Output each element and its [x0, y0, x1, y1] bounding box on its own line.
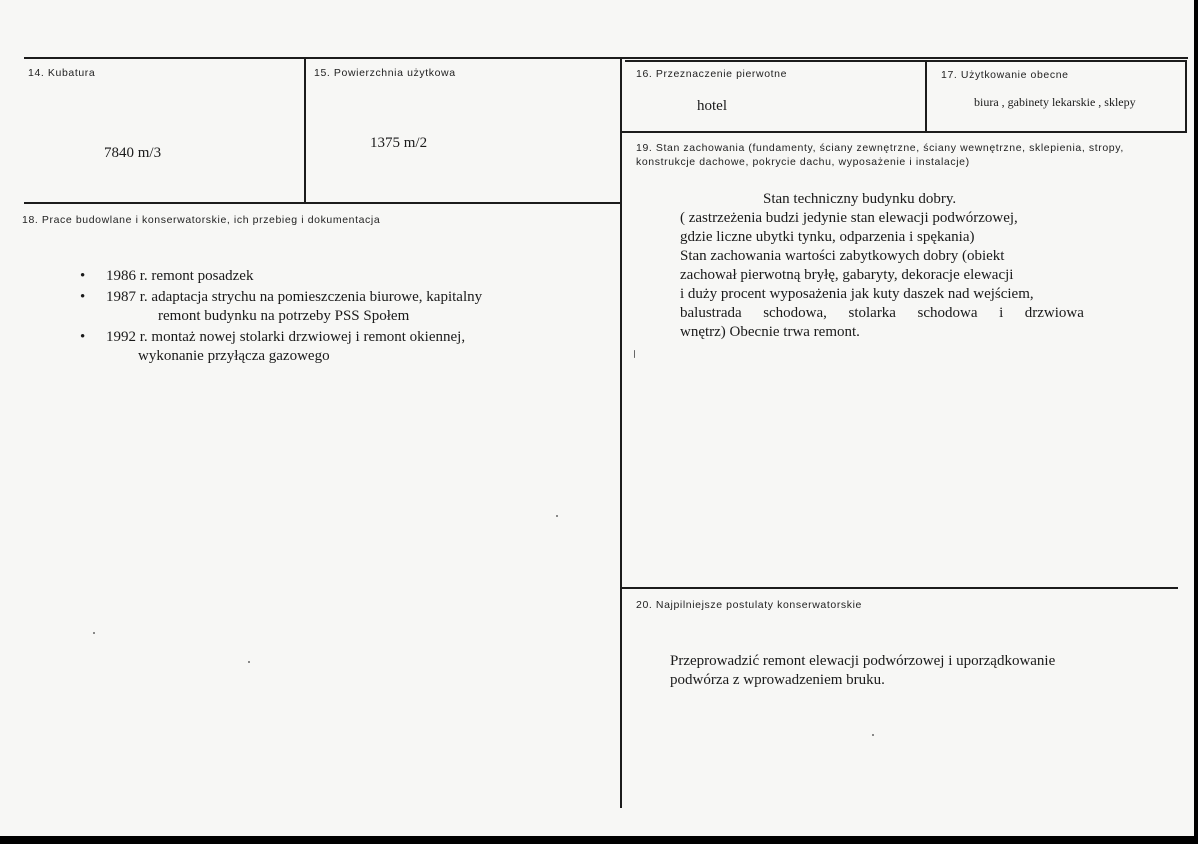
works-item: • 1987 r. adaptacja strychu na pomieszczenia biurowe, kapitalny remont budynku na potrzeby PSS Społem — [80, 288, 482, 326]
field-16-value: hotel — [697, 98, 727, 114]
field-14-value: 7840 m/3 — [104, 145, 162, 161]
scan-speck — [872, 734, 874, 736]
field-20-postulates-text — [670, 652, 1055, 690]
condition-line: ( zastrzeżenia budzi jedynie stan elewacji podwórzowej, — [680, 210, 1018, 226]
right-edge-rule — [1185, 60, 1187, 132]
condition-line: i duży procent wyposażenia jak kuty daszek nad wejściem, — [680, 286, 1034, 302]
scan-speck — [634, 350, 635, 358]
top-rule — [24, 57, 1188, 59]
condition-justified-line: balustrada schodowa, stolarka schodowa i drzwiowa — [680, 305, 1084, 321]
rule-under-16-17 — [622, 131, 1187, 133]
field-16-label: 16. Przeznaczenie pierwotne — [636, 68, 788, 80]
field-14-label: 14. Kubatura — [28, 67, 96, 79]
field-17-value: biura , gabinety lekarskie , sklepy — [974, 95, 1136, 109]
scan-speck — [248, 661, 250, 663]
postulate-line: Przeprowadzić remont elewacji podwórzowej i uporządkowanie — [670, 653, 1056, 669]
divider-main-vertical — [620, 58, 622, 808]
field-18-works-list — [80, 267, 482, 368]
field-19-label: 19. Stan zachowania (fundamenty, ściany zewnętrzne, ściany wewnętrzne, sklepienia, stropy, konstrukcje dachowe, pokrycie dachu, wyposażenie i instalacje) — [636, 142, 1124, 168]
condition-heading: Stan techniczny budynku dobry. — [763, 191, 957, 207]
field-18-label: 18. Prace budowlane i konserwatorskie, ich przebieg i dokumentacja — [22, 214, 381, 226]
scan-speck — [556, 515, 558, 517]
condition-line: zachował pierwotną bryłę, gabaryty, dekoracje elewacji — [680, 267, 1014, 283]
field-20-label: 20. Najpilniejsze postulaty konserwatorskie — [636, 599, 862, 611]
works-item: • 1992 r. montaż nowej stolarki drzwiowej i remont okiennej, wykonanie przyłącza gazowego — [80, 328, 482, 366]
divider-16-17 — [925, 60, 927, 132]
condition-line: wnętrz) Obecnie trwa remont. — [680, 324, 860, 340]
scan-speck — [93, 632, 95, 634]
postulate-line: podwórza z wprowadzeniem bruku. — [670, 672, 885, 688]
works-item: • 1986 r. remont posadzek — [80, 267, 482, 286]
field-17-label: 17. Użytkowanie obecne — [941, 69, 1069, 81]
field-19-condition-text — [670, 190, 1084, 342]
rule-above-20 — [622, 587, 1178, 589]
rule-under-14-15 — [24, 202, 622, 204]
condition-line: Stan zachowania wartości zabytkowych dobry (obiekt — [680, 248, 1005, 264]
divider-14-15 — [304, 58, 306, 203]
field-15-value: 1375 m/2 — [370, 135, 428, 151]
top-rule-right — [625, 60, 1187, 62]
condition-line: gdzie liczne ubytki tynku, odparzenia i spękania) — [680, 229, 975, 245]
field-15-label: 15. Powierzchnia użytkowa — [314, 67, 456, 79]
